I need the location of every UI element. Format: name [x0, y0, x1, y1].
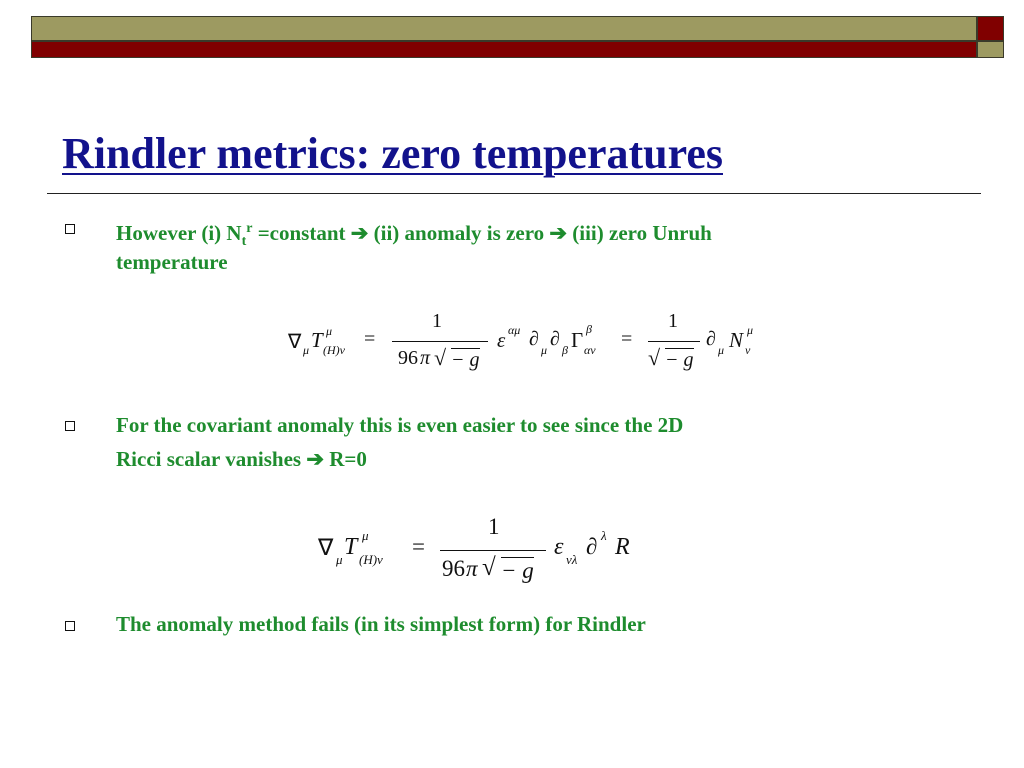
bullet-1-text-d: (iii) zero Unruh: [567, 221, 712, 245]
equation-1: [288, 310, 768, 380]
bullet-2-text-b: R=0: [323, 447, 367, 471]
eq1-sqrt-2: √: [648, 345, 661, 370]
eq1-partial-1-sub: μ: [541, 343, 548, 357]
eq1-fraction-bar: [392, 341, 488, 342]
header-square-red: [977, 16, 1004, 41]
bullet-3-line-1: The anomaly method fails (in its simplest form) for Rindler: [116, 612, 646, 636]
eq2-R: R: [615, 534, 630, 560]
eq1-epsilon-sup: αμ: [508, 323, 521, 337]
header-band-red: [31, 41, 977, 58]
eq1-sqrt: √: [434, 345, 447, 370]
equation-2: [318, 512, 648, 592]
eq1-partial-1: ∂: [529, 328, 539, 350]
bullet-1-subscript: t: [241, 234, 247, 250]
header-square-olive: [977, 41, 1004, 58]
eq1-T-sup: μ: [326, 324, 333, 338]
eq2-sub-mu: μ: [336, 552, 343, 567]
eq1-denominator-96: 96: [398, 347, 418, 369]
right-arrow-icon: ➔: [306, 447, 324, 471]
eq1-partial-3: ∂: [706, 328, 716, 350]
eq1-N-sub: ν: [745, 343, 751, 357]
eq2-epsilon: ε: [554, 534, 564, 560]
eq2-pi: π: [466, 556, 478, 581]
eq1-T-sub: (H)ν: [323, 343, 345, 357]
bullet-icon: [65, 421, 75, 431]
bullet-1-text-b: =constant: [252, 221, 351, 245]
slide-title: Rindler metrics: zero temperatures: [62, 129, 723, 178]
eq1-epsilon: ε: [497, 328, 506, 352]
bullet-1-text-a: However (i) N: [116, 221, 242, 245]
header-band-olive: [31, 16, 977, 41]
eq2-T-sup: μ: [362, 528, 369, 543]
right-arrow-icon: ➔: [350, 221, 369, 245]
eq2-epsilon-sub: νλ: [566, 552, 578, 567]
bullet-2-line-1: For the covariant anomaly this is even easier to see since the 2D: [116, 413, 684, 437]
bullet-2-text-a: Ricci scalar vanishes: [116, 447, 307, 471]
eq1-equals: =: [364, 328, 376, 350]
bullet-1-line-2: temperature: [116, 250, 228, 274]
eq1-N: N: [729, 328, 744, 352]
eq1-partial-2-sub: β: [562, 343, 568, 357]
eq1-pi: π: [420, 347, 431, 369]
eq2-partial-sup: λ: [601, 528, 607, 543]
eq1-partial-2: ∂: [550, 328, 560, 350]
eq1-numerator: 1: [432, 310, 442, 332]
eq1-N-sup: μ: [747, 323, 754, 337]
nabla-symbol: ∇: [288, 331, 302, 353]
eq2-fraction-bar: [440, 550, 546, 551]
eq1-T: T: [311, 328, 323, 352]
bullet-icon: [65, 224, 75, 234]
bullet-2-line-2: [116, 443, 367, 476]
eq1-minus-g-2: − g: [665, 349, 694, 371]
eq1-partial-3-sub: μ: [718, 343, 725, 357]
eq2-equals: =: [412, 534, 425, 559]
eq2-numerator: 1: [488, 514, 500, 539]
eq1-gamma-sub: αν: [584, 343, 596, 357]
eq1-gamma: Γ: [571, 328, 584, 352]
bullet-icon: [65, 621, 75, 631]
eq1-fraction-bar-2: [648, 341, 700, 342]
eq2-minus-g: − g: [501, 558, 534, 583]
eq2-T: T: [344, 534, 358, 560]
eq2-partial: ∂: [586, 534, 598, 559]
bullet-1-superscript: r: [246, 221, 253, 236]
eq2-denominator-96: 96: [442, 556, 465, 581]
eq1-sub-mu: μ: [303, 343, 310, 357]
eq1-minus-g: − g: [451, 349, 480, 371]
bullet-1-text-c: (ii) anomaly is zero: [368, 221, 550, 245]
eq1-numerator-2: 1: [668, 310, 678, 332]
eq2-T-sub: (H)ν: [359, 552, 383, 567]
right-arrow-icon: ➔: [549, 221, 568, 245]
nabla-symbol: ∇: [318, 535, 334, 560]
title-divider: [47, 193, 981, 194]
eq2-sqrt: √: [482, 554, 496, 581]
eq1-equals-2: =: [621, 328, 633, 350]
eq1-gamma-sup: β: [586, 322, 592, 336]
